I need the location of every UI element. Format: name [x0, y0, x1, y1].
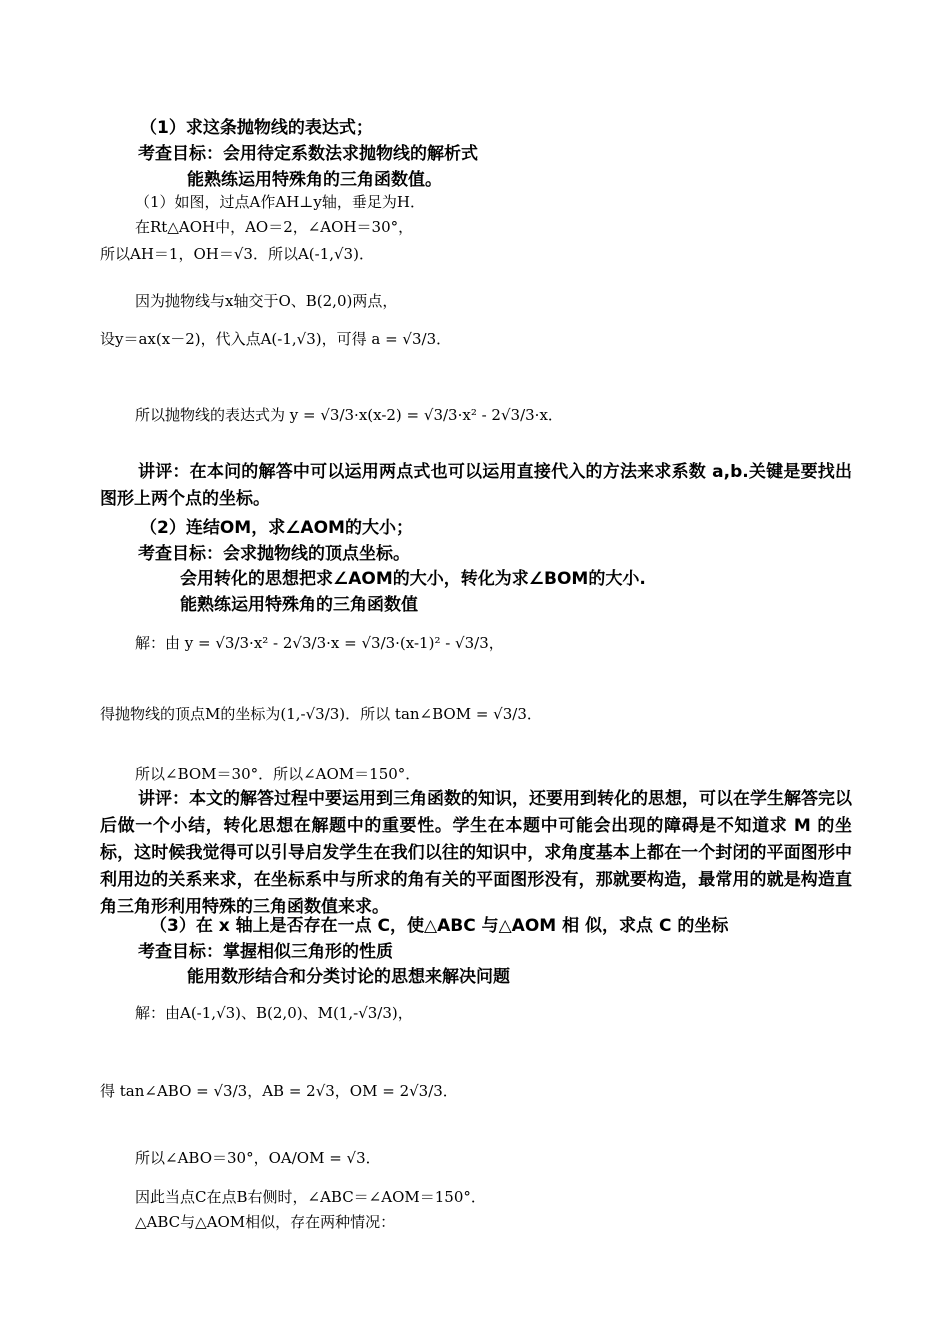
part3-solution-line-5: △ABC与△AOM相似，存在两种情况： [135, 1213, 396, 1231]
part2-solution-line-3: 所以∠BOM＝30°．所以∠AOM＝150°． [135, 765, 421, 783]
part2-goal-2: 会用转化的思想把求∠AOM的大小，转化为求∠BOM的大小. [180, 569, 646, 589]
part2-comment: 讲评：本文的解答过程中要运用到三角函数的知识，还要用到转化的思想，可以在学生解答完以后做一个小结，转化思想在解题中的重要性。学生在本题中可能会出现的障碍是不知道求 M 的坐标，这时候我觉得可以引导启发学生在我们以往的知识中，求角度基本上都在一个封闭的平面图形中利用边的关系来求，在坐标系中与所求的角有关的平面图形没有，那就要构造，最常用的就是构造直角三角形利用特殊的三角函数值来求。 [100, 789, 852, 917]
part3-solution-line-4: 因此当点C在点B右侧时，∠ABC＝∠AOM＝150°． [135, 1188, 486, 1206]
part2-question: （2）连结OM，求∠AOM的大小； [140, 518, 413, 538]
part2-goal-3: 能熟练运用特殊角的三角函数值 [180, 595, 418, 615]
part3-goal-1: 考查目标：掌握相似三角形的性质 [138, 942, 393, 962]
part2-solution-line-1: 解：由 y = √3/3·x² - 2√3/3·x = √3/3·(x-1)² - √3/3， [135, 634, 504, 652]
part1-goal-1: 考查目标：会用待定系数法求抛物线的解析式 [138, 144, 478, 164]
part1-question: （1）求这条抛物线的表达式； [140, 118, 373, 138]
part2-goal-1: 考查目标：会求抛物线的顶点坐标。 [138, 544, 410, 564]
part1-solution-line-1: （1）如图，过点A作AH⊥y轴，垂足为H． [135, 193, 425, 211]
part2-solution-line-2: 得抛物线的顶点M的坐标为(1,-√3/3)．所以 tan∠BOM = √3/3． [100, 705, 542, 723]
part3-solution-line-3: 所以∠ABO＝30°，OA/OM = √3． [135, 1149, 381, 1167]
part1-comment: 讲评：在本问的解答中可以运用两点式也可以运用直接代入的方法来求系数 a,b.关键是要找出图形上两个点的坐标。 [100, 462, 852, 509]
part1-solution-line-4: 因为抛物线与x轴交于O、B(2,0)两点， [135, 292, 398, 310]
part1-solution-line-2: 在Rt△AOH中，AO＝2，∠AOH＝30°， [135, 218, 414, 236]
part3-goal-2: 能用数形结合和分类讨论的思想来解决问题 [187, 967, 510, 987]
part1-goal-2: 能熟练运用特殊角的三角函数值。 [187, 170, 442, 190]
part1-solution-line-3: 所以AH＝1，OH＝√3．所以A(-1,√3)． [100, 245, 374, 263]
part3-question: （3）在 x 轴上是否存在一点 C，使△ABC 与△AOM 相 似，求点 C 的坐标 [150, 916, 729, 936]
part1-solution-line-5: 设y＝ax(x－2)，代入点A(-1,√3)，可得 a = √3/3． [100, 330, 452, 348]
part1-solution-line-6: 所以抛物线的表达式为 y = √3/3·x(x-2) = √3/3·x² - 2√3/3·x． [135, 406, 563, 424]
part3-solution-line-1: 解：由A(-1,√3)、B(2,0)、M(1,-√3/3)， [135, 1004, 413, 1022]
part3-solution-line-2: 得 tan∠ABO = √3/3，AB = 2√3，OM = 2√3/3． [100, 1082, 458, 1100]
